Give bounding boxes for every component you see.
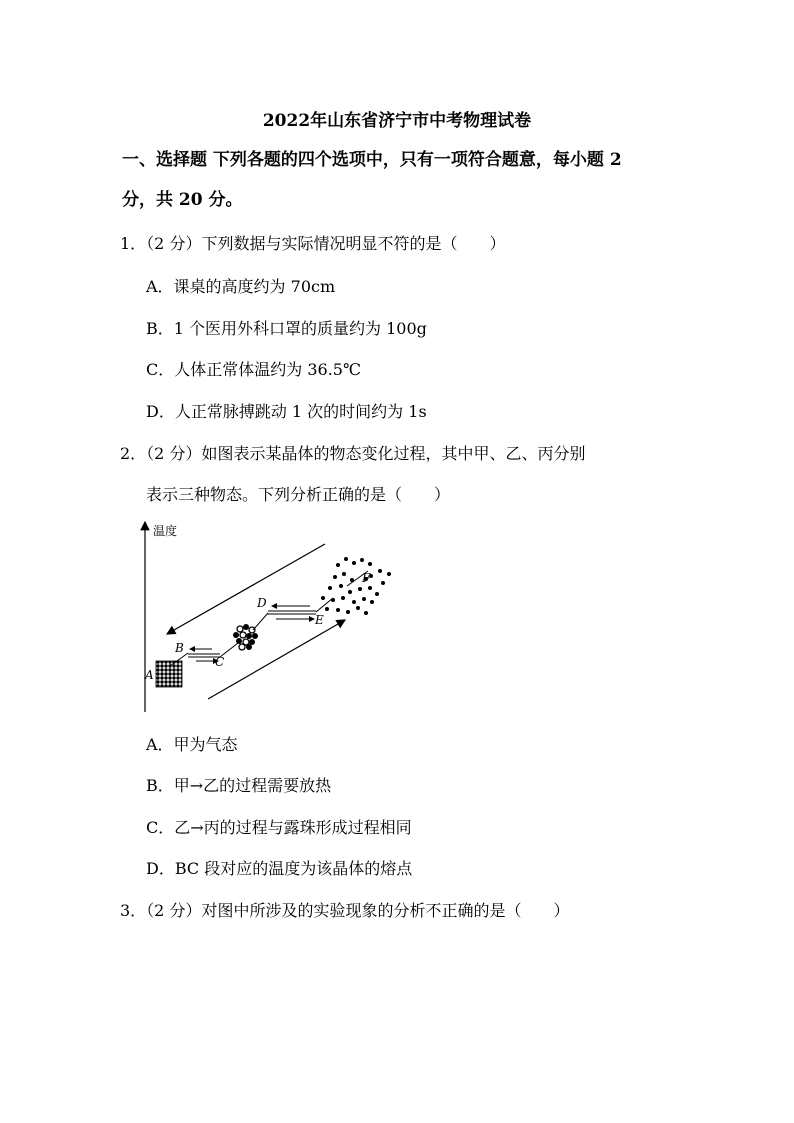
section-instruction-line2: 分，共 20 分。 [122,190,243,210]
point-label-a: A [145,668,154,682]
state-change-diagram [140,516,400,716]
question-2-option-c: C．乙→丙的过程与露珠形成过程相同 [146,818,412,837]
question-2-stem-line1: 2．（2 分）如图表示某晶体的物态变化过程，其中甲、乙、丙分别 [120,444,586,463]
point-label-f: F [362,571,371,585]
question-2-stem-line2: 表示三种物态。下列分析正确的是（ ） [146,485,451,504]
point-label-d: D [257,596,267,610]
gas-particles-icon [321,557,391,615]
question-1-stem: 1．（2 分）下列数据与实际情况明显不符的是（ ） [120,234,506,253]
question-1-option-c: C．人体正常体温约为 36.5℃ [146,360,361,379]
exam-title: 2022年山东省济宁市中考物理试卷 [262,111,532,131]
heating-arrow [208,620,345,699]
cooling-arrow [167,544,325,634]
point-label-b: B [175,641,184,655]
process-path [170,571,368,666]
question-1-option-b: B．1 个医用外科口罩的质量约为 100g [146,319,427,338]
section-instruction-line1: 一、选择题 下列各题的四个选项中，只有一项符合题意，每小题 2 [122,150,622,170]
point-label-e: E [315,613,324,627]
question-2-option-a: A．甲为气态 [146,735,238,754]
question-1-option-a: A．课桌的高度约为 70cm [146,277,336,296]
question-2-option-d: D．BC 段对应的温度为该晶体的熔点 [146,859,413,878]
question-3-stem: 3．（2 分）对图中所涉及的实验现象的分析不正确的是（ ） [120,901,570,920]
solid-lattice-icon [156,661,182,687]
question-1-option-d: D．人正常脉搏跳动 1 次的时间约为 1s [146,402,427,421]
temperature-axis-label: 温度 [153,524,178,538]
point-label-c: C [215,655,225,669]
question-2-option-b: B．甲→乙的过程需要放热 [146,776,332,795]
